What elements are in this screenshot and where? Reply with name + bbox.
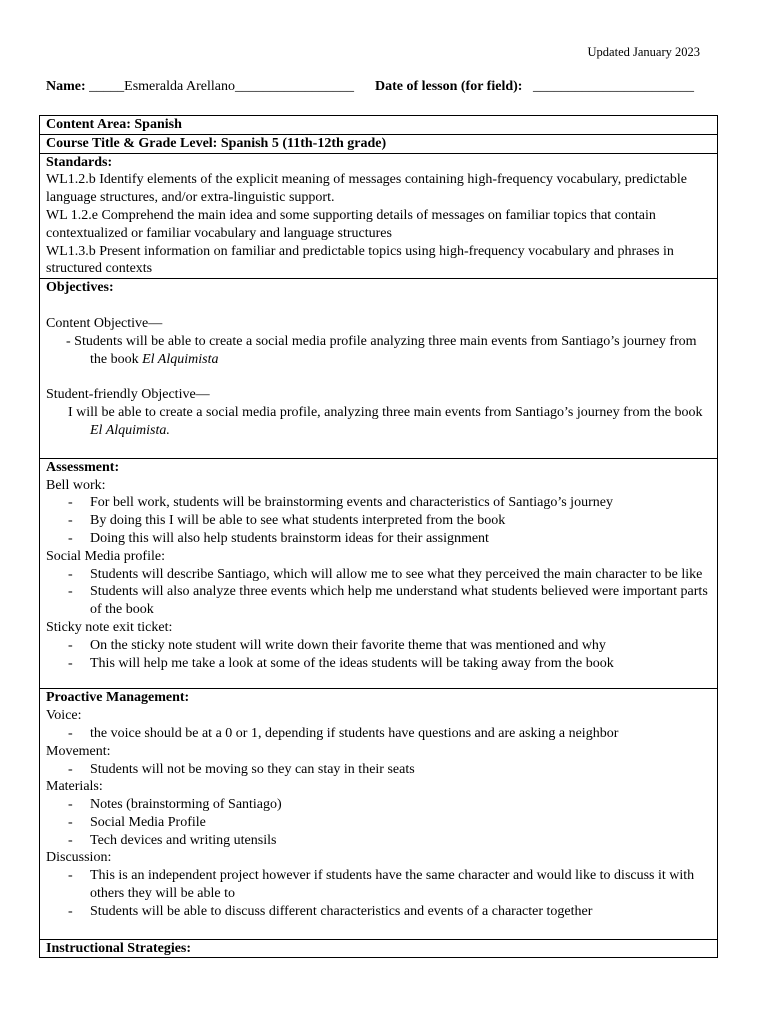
name-blank-prefix: _____ xyxy=(89,79,125,94)
list-item: - Notes (brainstorming of Santiago) xyxy=(46,796,711,814)
list-item: - By doing this I will be able to see what students interpreted from the book xyxy=(46,512,711,530)
name-value: Esmeralda Arellano xyxy=(124,79,235,94)
course-title-row xyxy=(40,134,718,153)
lesson-plan-table xyxy=(39,115,718,958)
updated-date: Updated January 2023 xyxy=(587,45,700,59)
management-label-voice: Voice: xyxy=(46,708,82,724)
standard-item: WL1.2.b Identify elements of the explicit meaning of messages containing high-frequency vocabulary, predictable language structures, and/or extra-linguistic support. xyxy=(46,172,687,206)
management-label-discussion: Discussion: xyxy=(46,850,112,866)
book-title: El Alquimista. xyxy=(90,422,170,438)
standard-item: WL1.3.b Present information on familiar and predictable topics using high-frequency vocabulary and phrases in structured contexts xyxy=(46,243,674,277)
assessment-heading: Assessment: xyxy=(46,459,120,475)
standard-item: WL 1.2.e Comprehend the main idea and some supporting details of messages on familiar topics that contain contextualized or familiar vocabulary and language structures xyxy=(46,207,656,241)
instructional-heading: Instructional Strategies: xyxy=(40,939,718,958)
name-blank-suffix: _________________ xyxy=(234,79,354,94)
instructional-row xyxy=(40,939,718,958)
list-item: - Tech devices and writing utensils xyxy=(46,832,711,850)
list-item: - This will help me take a look at some of the ideas students will be taking away from the book xyxy=(46,655,711,673)
course-title: Course Title & Grade Level: Spanish 5 (11th-12th grade) xyxy=(40,134,718,153)
objectives-row xyxy=(40,279,718,459)
content-objective-label: Content Objective— xyxy=(46,315,163,331)
content-area: Content Area: Spanish xyxy=(40,116,718,135)
date-blank: _______________________ xyxy=(532,79,694,94)
management-heading: Proactive Management: xyxy=(46,690,190,706)
assessment-label-social-media: Social Media profile: xyxy=(46,548,165,564)
list-item: - Students will not be moving so they can stay in their seats xyxy=(46,761,711,779)
assessment-label-bell-work: Bell work: xyxy=(46,477,106,493)
list-item: - This is an independent project however if students have the same character and would like to discuss it with others they will be able to xyxy=(46,867,711,903)
management-label-materials: Materials: xyxy=(46,779,103,795)
assessment-row xyxy=(40,458,718,689)
list-item: - Doing this will also help students brainstorm ideas for their assignment xyxy=(46,530,711,548)
list-item: - the voice should be at a 0 or 1, depending if students have questions and are asking a neighbor xyxy=(46,725,711,743)
content-objective-text: - Students will be able to create a social media profile analyzing three main events from Santiago’s journey from the book El Alquimista xyxy=(66,333,697,367)
management-cell xyxy=(40,689,718,939)
list-item: - Social Media Profile xyxy=(46,814,711,832)
student-objective-label: Student-friendly Objective— xyxy=(46,387,210,403)
content-area-row xyxy=(40,116,718,135)
assessment-label-exit-ticket: Sticky note exit ticket: xyxy=(46,619,173,635)
student-objective-text: I will be able to create a social media profile, analyzing three main events from Santiago’s journey from the book El Alquimista. xyxy=(68,405,703,438)
date-label: Date of lesson (for field): xyxy=(374,79,523,94)
assessment-cell xyxy=(40,458,718,689)
management-row xyxy=(40,689,718,939)
list-item: - Students will also analyze three events which help me understand what students believed were important parts of the book xyxy=(46,583,711,619)
standards-heading: Standards: xyxy=(46,154,113,170)
objectives-cell xyxy=(40,279,718,459)
list-item: - On the sticky note student will write down their favorite theme that was mentioned and why xyxy=(46,637,711,655)
standards-row xyxy=(40,153,718,279)
management-label-movement: Movement: xyxy=(46,743,111,759)
list-item: - For bell work, students will be brainstorming events and characteristics of Santiago’s journey xyxy=(46,494,711,512)
objectives-heading: Objectives: xyxy=(46,280,114,296)
book-title: El Alquimista xyxy=(142,351,219,367)
list-item: - Students will describe Santiago, which will allow me to see what they perceived the main character to be like xyxy=(46,566,711,584)
list-item: - Students will be able to discuss different characteristics and events of a character together xyxy=(46,903,711,921)
name-date-line xyxy=(46,79,694,95)
name-label: Name: xyxy=(46,79,86,94)
standards-cell xyxy=(40,153,718,279)
